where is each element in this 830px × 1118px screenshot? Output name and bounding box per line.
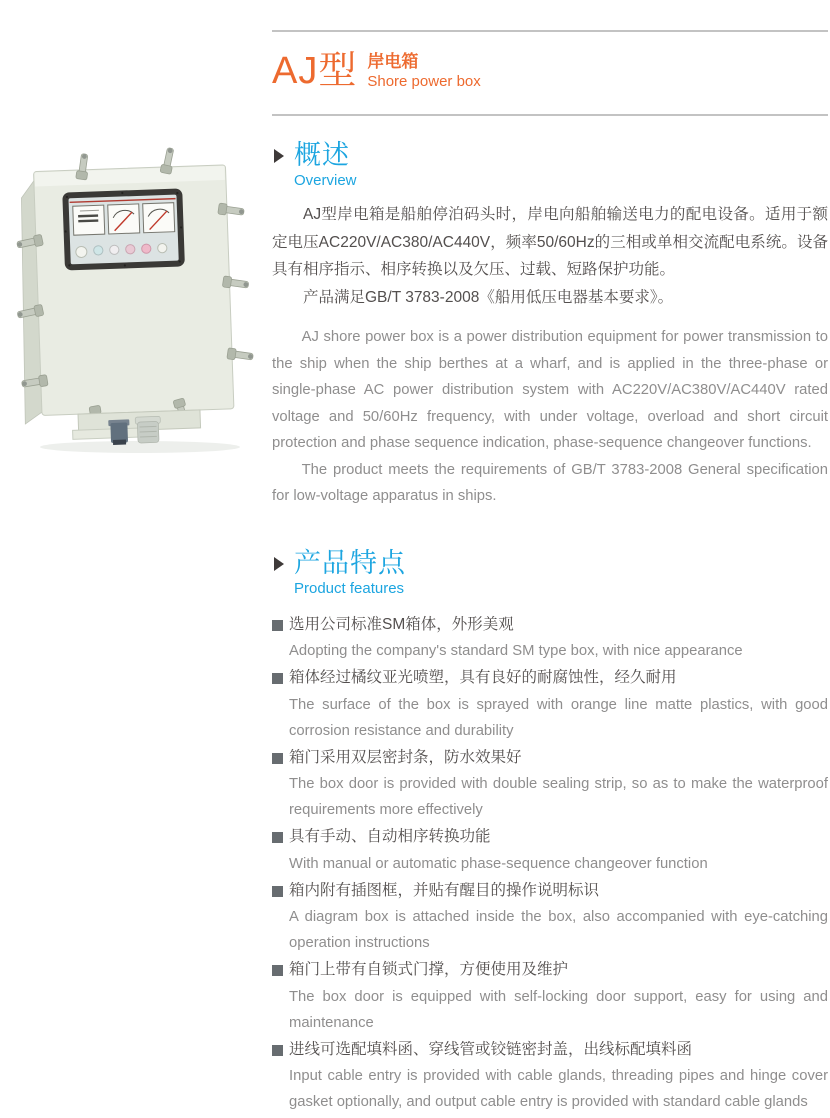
overview-paragraph-en: The product meets the requirements of GB/T 3783-2008 General specification for low-voltage apparatus in ships. [272,461,828,504]
square-bullet-icon [272,965,283,976]
analog-meters [73,203,175,236]
square-bullet-icon [272,620,283,631]
feature-text-en: The surface of the box is sprayed with orange line matte plastics, with good corrosion resistance and durability [289,696,828,739]
feature-item [272,665,828,744]
square-bullet-icon [272,673,283,684]
cable-glands [72,410,201,446]
product-title [272,49,828,101]
features-section [272,548,828,1116]
feature-text-en: Input cable entry is provided with cable glands, threading pipes and hinge cover gasket optionally, and output cable entry is provided with standard cable glands [289,1068,828,1110]
product-name-cn: 岸电箱 [367,52,419,71]
feature-item [272,612,828,665]
viewing-window [62,188,185,270]
right-triangle-icon [274,149,284,163]
content-column [272,0,828,1116]
product-name-en: Shore power box [367,73,481,90]
feature-text-cn: 选用公司标准SM箱体，外形美观 [289,615,514,633]
divider-top [272,30,828,32]
feature-item [272,878,828,957]
feature-text-en: The box door is equipped with self-locking door support, easy for using and maintenance [289,988,828,1031]
features-title-cn: 产品特点 [294,547,406,578]
product-model: AJ型 [272,50,358,92]
features-title-en: Product features [294,579,405,597]
feature-list [272,612,828,1116]
overview-section [272,140,828,510]
features-heading [272,548,828,599]
square-bullet-icon [272,1045,283,1056]
feature-text-cn: 具有手动、自动相序转换功能 [289,828,491,845]
overview-title-en: Overview [294,172,357,189]
feature-item [272,745,828,824]
feature-item [272,1037,828,1116]
overview-paragraph-cn: 产品满足GB/T 3783-2008《船用低压电器基本要求》。 [303,288,674,306]
square-bullet-icon [272,832,283,843]
product-photo-illustration [12,138,264,456]
enclosure-body [12,144,257,448]
square-bullet-icon [272,886,283,897]
feature-text-cn: 进线可选配填料函、穿线管或铰链密封盖，出线标配填料函 [289,1040,693,1058]
divider-title [272,114,828,116]
overview-title-cn: 概述 [294,140,350,170]
right-triangle-icon [274,557,284,571]
overview-paragraph-en: AJ shore power box is a power distribution equipment for power transmission to the ship when the ship berthes at a wharf, and is applied in the three-phase or single-phase AC power distribution system with AC220V/AC380V/AC440V rated voltage and 50/60Hz frequency, with under voltage, overload and short circuit protection and phase sequence indication, phase-sequence changeover functions. [272,329,828,451]
feature-text-en: A diagram box is attached inside the box, also accompanied with eye-catching operation instructions [289,909,828,951]
overview-paragraph-cn: AJ型岸电箱是船舶停泊码头时，岸电向船舶输送电力的配电设备。适用于额定电压AC220V/AC380/AC440V，频率50/60Hz的三相或单相交流配电系统。设备具有相序指示、相序转换以及欠压、过载、短路保护功能。 [272,206,828,278]
feature-item [272,957,828,1036]
square-bullet-icon [272,753,283,764]
feature-text-en: The box door is provided with double sealing strip, so as to make the waterproof requirements more effectively [289,776,828,818]
feature-text-cn: 箱体经过橘纹亚光喷塑，具有良好的耐腐蚀性，经久耐用 [289,669,677,686]
feature-text-en: With manual or automatic phase-sequence changeover function [289,855,708,872]
overview-heading [272,140,828,191]
feature-text-cn: 箱门采用双层密封条，防水效果好 [289,748,522,766]
product-names [367,51,480,92]
product-photo [12,138,264,456]
feature-text-en: Adopting the company's standard SM type box, with nice appearance [289,643,743,659]
feature-text-cn: 箱门上带有自锁式门撑，方便使用及维护 [289,961,569,978]
feature-text-cn: 箱内附有插图框，并贴有醒目的操作说明标识 [289,881,600,899]
feature-item [272,824,828,877]
